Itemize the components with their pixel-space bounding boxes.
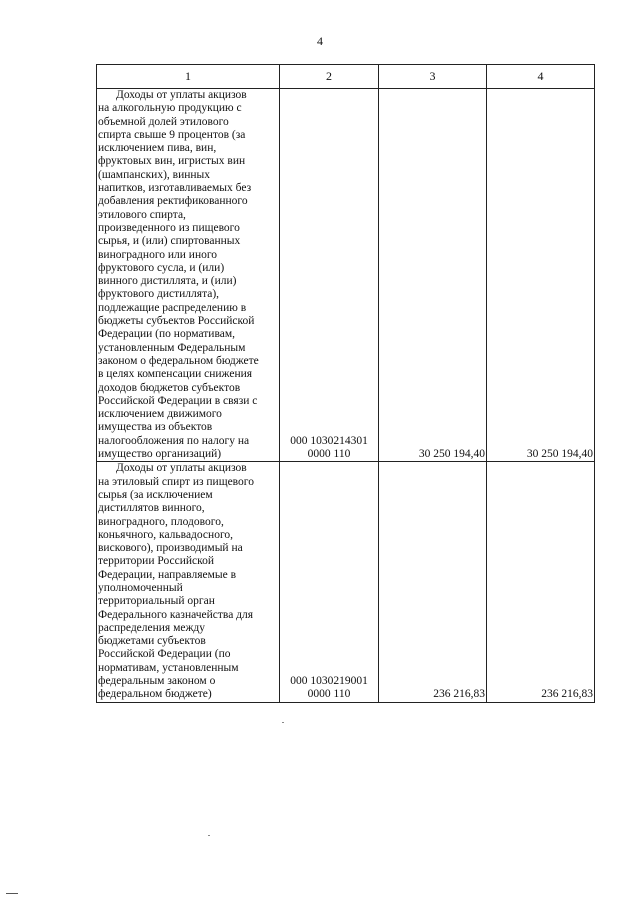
amount-column-3: 236 216,83 <box>379 462 487 702</box>
description-line: налогообложения по налогу на <box>98 434 250 447</box>
description-line: установленным Федеральным <box>98 341 246 354</box>
description-line: фруктового сусла, и (или) <box>98 261 225 274</box>
budget-classification-code <box>280 89 379 462</box>
description-line: территории Российской <box>98 555 215 568</box>
description-line: законом о федеральном бюджете <box>98 354 259 367</box>
revenue-description <box>97 462 280 702</box>
description-line: исключением движимого <box>98 408 222 421</box>
column-header: 2 <box>280 65 379 89</box>
budget-classification-code <box>280 462 379 702</box>
description-line: виноградного, плодового, <box>98 515 224 528</box>
description-line: нормативам, установленным <box>98 661 239 674</box>
description-line: имущество организаций) <box>98 448 222 461</box>
code-line: 000 1030219001 <box>290 675 368 688</box>
description-line: спирта свыше 9 процентов (за <box>98 128 246 141</box>
scan-speck <box>208 835 210 836</box>
description-line: Российской Федерации в связи с <box>98 394 258 407</box>
table-header-row <box>97 65 595 89</box>
description-line: коньячного, кальвадосного, <box>98 528 233 541</box>
description-line: доходов бюджетов субъектов <box>98 381 241 394</box>
description-line: произведенного из пищевого <box>98 221 240 234</box>
description-line: сырья, и (или) спиртованных <box>98 235 241 248</box>
amount-column-3: 30 250 194,40 <box>379 89 487 462</box>
description-line: (шампанских), винных <box>98 168 211 181</box>
description-line: территориальный орган <box>98 595 215 608</box>
description-line: подлежащие распределению в <box>98 301 247 314</box>
description-line: виноградного или иного <box>98 248 218 261</box>
revenue-table <box>96 64 595 703</box>
description-line: распределения между <box>98 621 206 634</box>
description-line: фруктовых вин, игристых вин <box>98 155 246 168</box>
scan-speck <box>282 722 284 723</box>
table-row <box>97 462 595 702</box>
description-line: уполномоченный <box>98 581 183 594</box>
page-number: 4 <box>317 34 323 48</box>
description-line: бюджетами субъектов <box>98 635 206 648</box>
code-line: 0000 110 <box>307 448 351 461</box>
description-line: объемной долей этилового <box>98 115 229 128</box>
description-line: федеральном бюджете) <box>98 688 212 701</box>
description-line: напитков, изготавливаемых без <box>98 182 252 195</box>
description-line: добавления ректификованного <box>98 195 248 208</box>
description-line: сырья (за исключением <box>98 488 213 501</box>
code-line: 0000 110 <box>307 688 351 701</box>
description-line: Российской Федерации (по <box>98 648 231 661</box>
column-header: 3 <box>379 65 487 89</box>
revenue-description <box>97 89 280 462</box>
description-line: на алкогольную продукцию с <box>98 102 242 115</box>
description-line: Федерального казначейства для <box>98 608 254 621</box>
margin-mark <box>6 893 18 894</box>
description-line: Доходы от уплаты акцизов <box>116 462 247 475</box>
description-line: имущества из объектов <box>98 421 213 434</box>
description-line: исключением пива, вин, <box>98 142 217 155</box>
amount-column-4: 30 250 194,40 <box>487 89 595 462</box>
description-line: в целях компенсации снижения <box>98 368 253 381</box>
description-line: вискового), производимый на <box>98 542 243 555</box>
description-line: Доходы от уплаты акцизов <box>116 89 247 101</box>
description-line: на этиловый спирт из пищевого <box>98 475 254 488</box>
description-line: Федерации (по нормативам, <box>98 328 235 341</box>
description-line: винного дистиллята, и (или) <box>98 275 237 288</box>
column-header: 1 <box>97 65 280 89</box>
description-line: Федерации, направляемые в <box>98 568 236 581</box>
column-header: 4 <box>487 65 595 89</box>
code-line: 000 1030214301 <box>290 434 368 447</box>
description-line: федеральным законом о <box>98 675 216 688</box>
table-row <box>97 89 595 462</box>
description-line: фруктового дистиллята), <box>98 288 220 301</box>
description-line: этилового спирта, <box>98 208 186 221</box>
description-line: дистиллятов винного, <box>98 502 205 515</box>
amount-column-4: 236 216,83 <box>487 462 595 702</box>
description-line: бюджеты субъектов Российской <box>98 315 255 328</box>
